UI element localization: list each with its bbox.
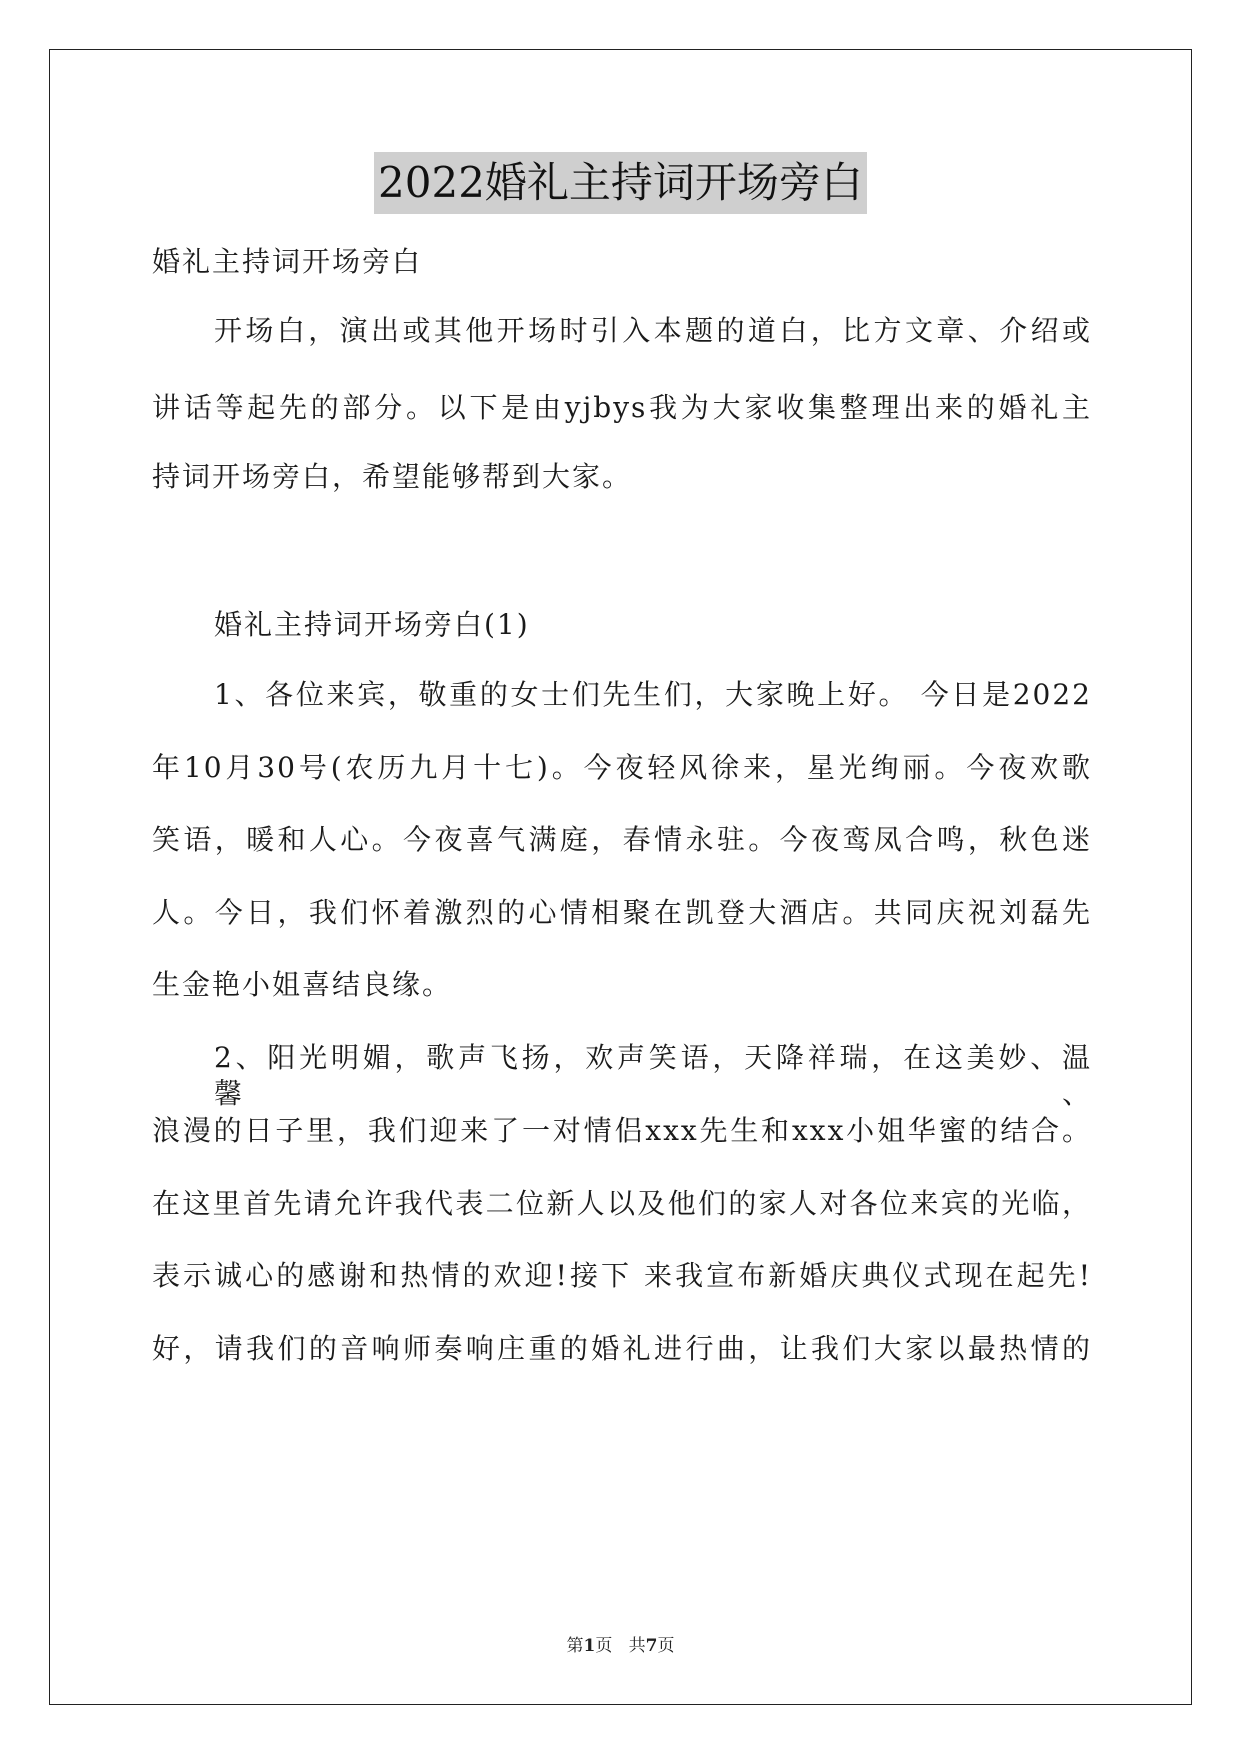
paragraph-line: 好，请我们的音响师奏响庄重的婚礼进行曲，让我们大家以最热情的 [152,1332,1092,1365]
footer-total-suffix: 页 [657,1636,675,1656]
total-pages-number: 7 [645,1636,658,1656]
paragraph-line: 开场白，演出或其他开场时引入本题的道白，比方文章、介绍或 [214,314,1092,347]
paragraph-line: 年10月30号(农历九月十七)。今夜轻风徐来，星光绚丽。今夜欢歌 [152,751,1092,784]
paragraph-line: 生金艳小姐喜结良缘。 [152,968,453,1001]
paragraph-line: 笑语，暖和人心。今夜喜气满庭，春情永驻。今夜鸾凤合鸣，秋色迷 [152,823,1092,856]
footer-prefix: 第 [566,1636,584,1656]
subsection-heading: 婚礼主持词开场旁白(1) [214,608,530,641]
paragraph-line: 1、各位来宾，敬重的女士们先生们，大家晚上好。 今日是2022 [214,678,1092,711]
footer-total-prefix: 共 [628,1636,646,1656]
title-container [0,152,1241,214]
paragraph-line: 人。今日，我们怀着激烈的心情相聚在凯登大酒店。共同庆祝刘磊先 [152,896,1092,929]
current-page-number: 1 [583,1636,596,1656]
paragraph-line: 浪漫的日子里，我们迎来了一对情侣xxx先生和xxx小姐华蜜的结合。 [152,1114,1092,1147]
footer-page-suffix: 页 [595,1636,613,1656]
page-border [49,49,1192,1705]
paragraph-line: 表示诚心的感谢和热情的欢迎!接下 来我宣布新婚庆典仪式现在起先! [152,1259,1092,1292]
paragraph-line: 讲话等起先的部分。以下是由yjbys我为大家收集整理出来的婚礼主 [152,391,1092,424]
document-title: 2022婚礼主持词开场旁白 [374,152,867,214]
paragraph-line: 在这里首先请允许我代表二位新人以及他们的家人对各位来宾的光临， [152,1187,1092,1220]
section-heading: 婚礼主持词开场旁白 [152,245,423,278]
page-footer [0,1631,1241,1656]
paragraph-line: 持词开场旁白，希望能够帮到大家。 [152,460,633,493]
paragraph-line: 2、阳光明媚，歌声飞扬，欢声笑语，天降祥瑞，在这美妙、温馨、 [214,1041,1092,1110]
